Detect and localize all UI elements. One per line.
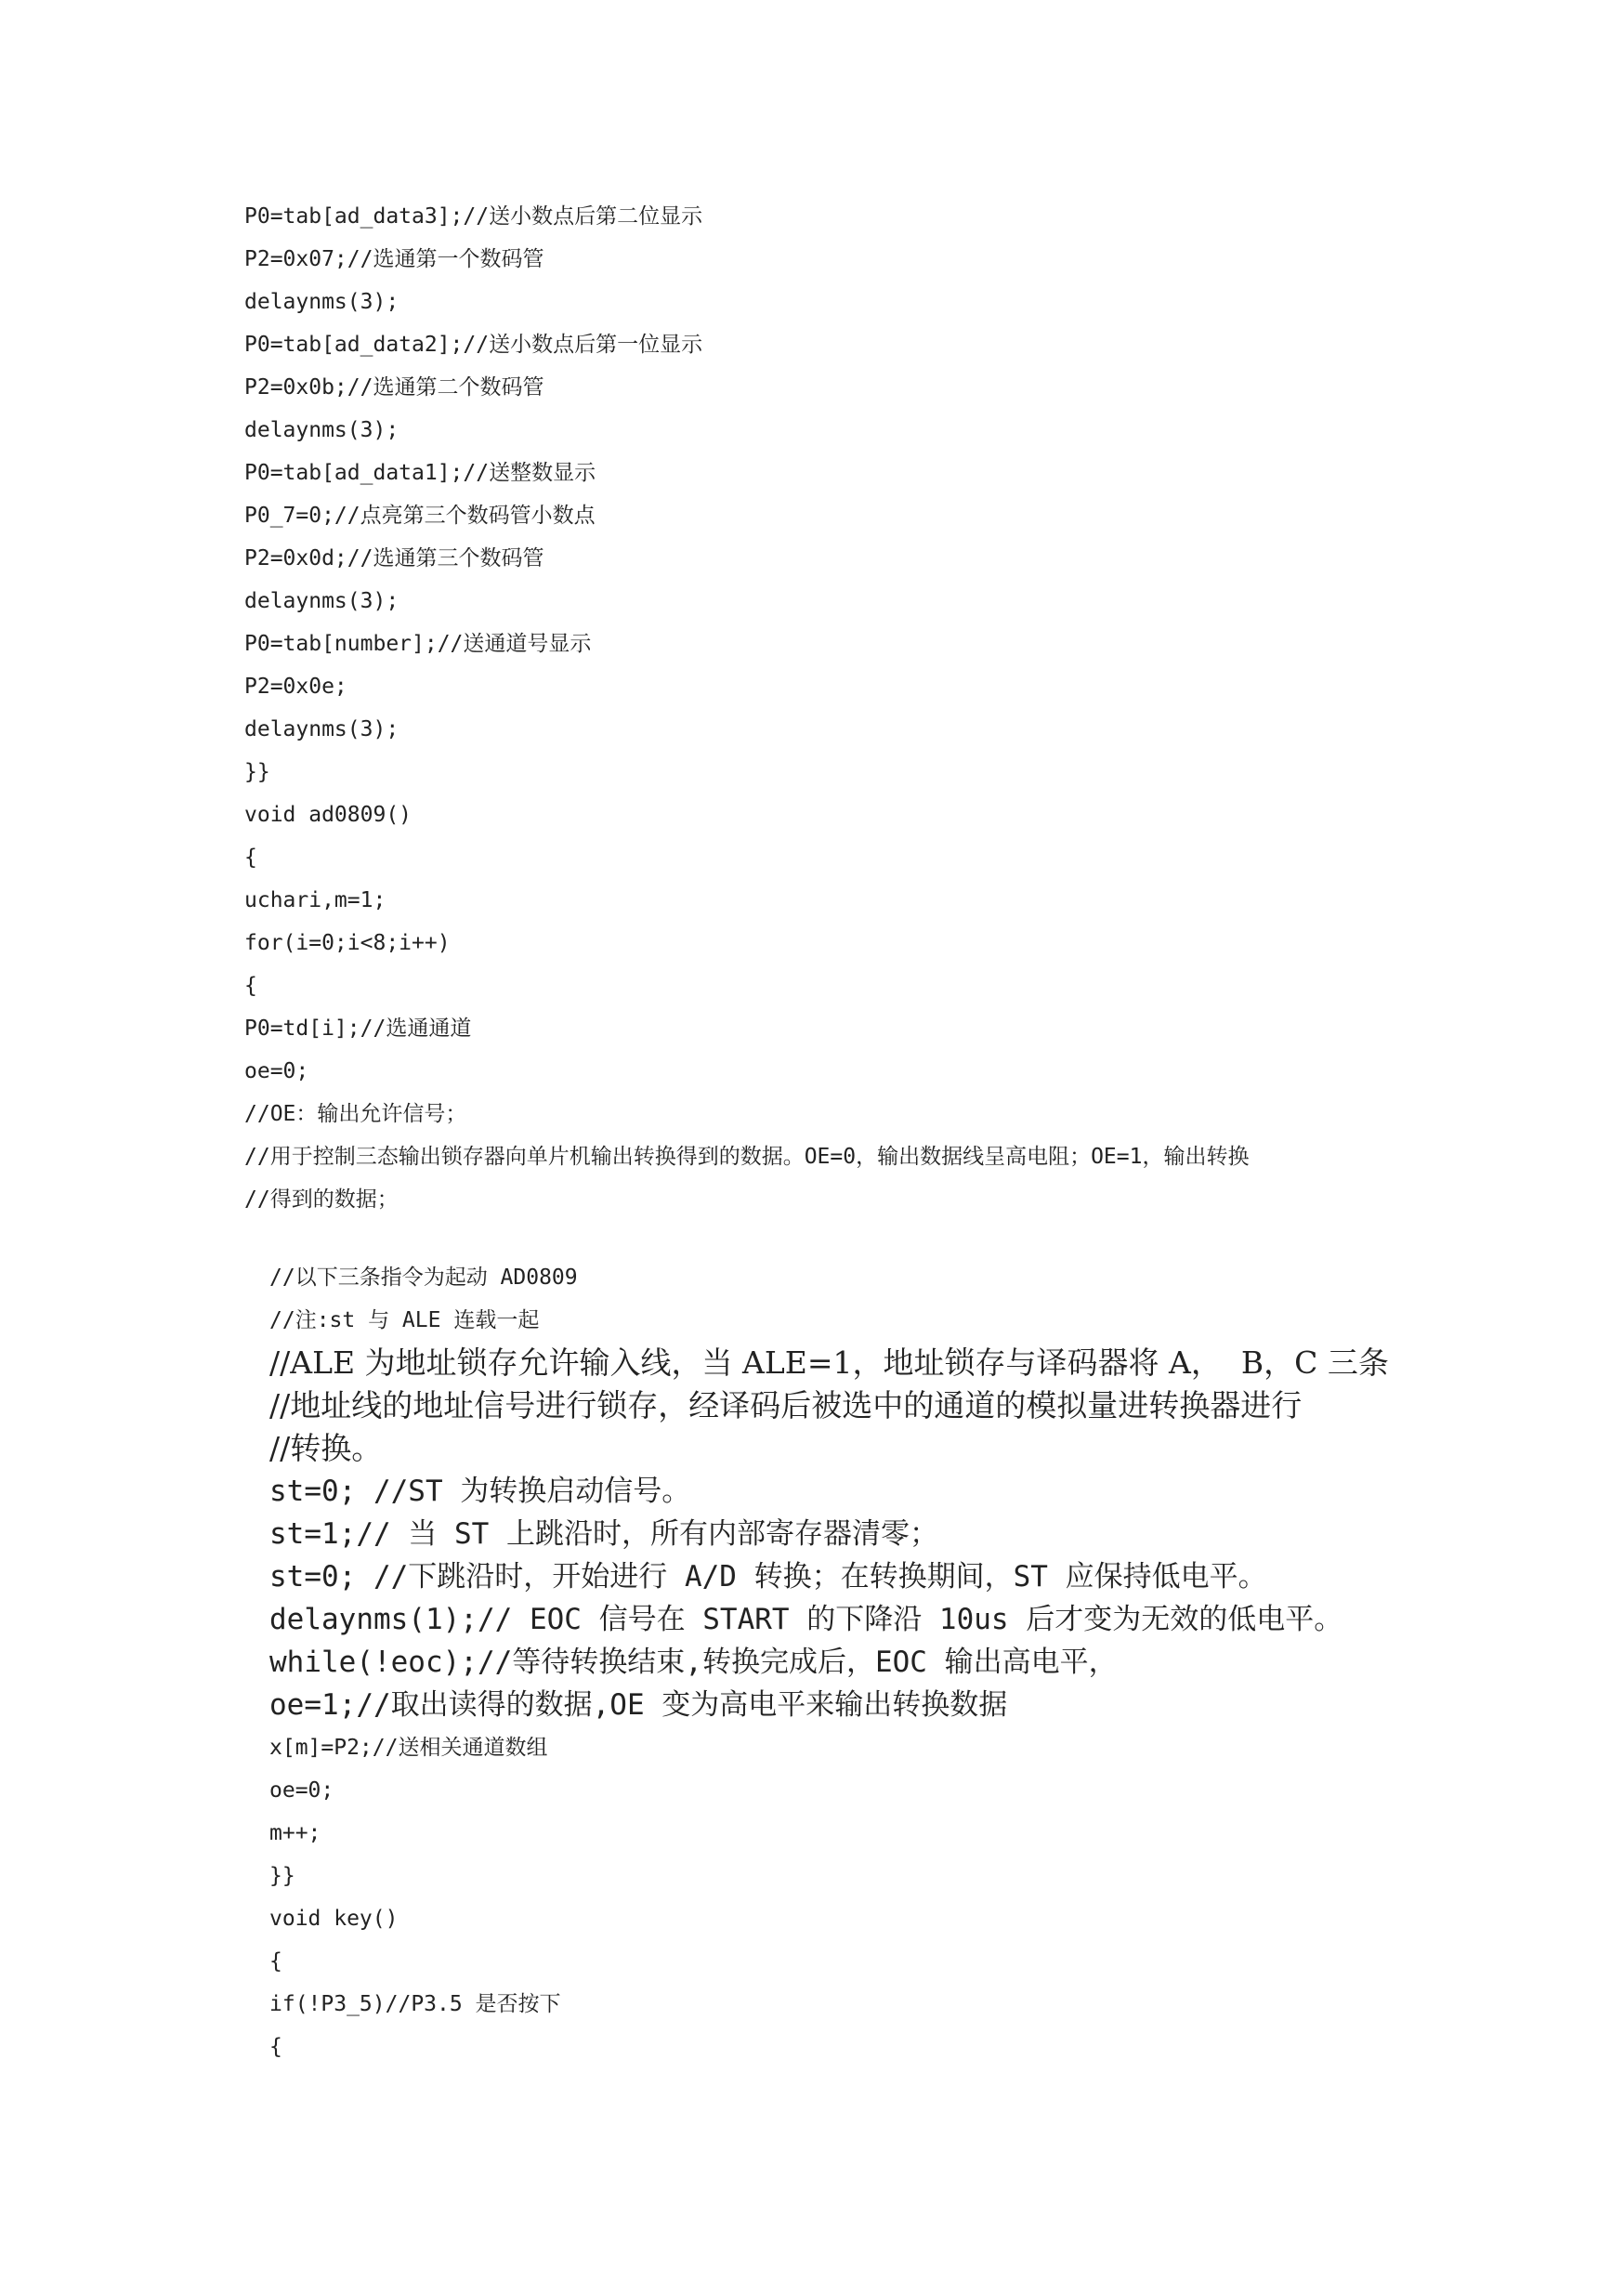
line-a4: P0=tab[ad_data2];//送小数点后第一位显示 xyxy=(244,333,703,357)
line-b4: //地址线的地址信号进行锁存，经译码后被选中的通道的模拟量进转换器进行 xyxy=(269,1387,1303,1423)
line-b11: oe=1;//取出读得的数据,OE 变为高电平来输出转换数据 xyxy=(269,1688,1008,1722)
line-a21: oe=0; xyxy=(244,1059,309,1083)
line-b9: delaynms(1);// EOC 信号在 START 的下降沿 10us 后才变为无效的低电平。 xyxy=(269,1603,1343,1636)
line-b14: m++; xyxy=(269,1821,321,1845)
line-a7: P0=tab[ad_data1];//送整数显示 xyxy=(244,461,596,485)
code-block-lower xyxy=(269,1256,1389,2068)
line-b17: { xyxy=(269,1949,282,1974)
line-a23: //用于控制三态输出锁存器向单片机输出转换得到的数据。OE=0，输出数据线呈高电阻；OE=1，输出转换 xyxy=(244,1145,1250,1169)
line-a14: }} xyxy=(244,760,270,784)
line-b18: if(!P3_5)//P3.5 是否按下 xyxy=(269,1992,561,2016)
line-b19: { xyxy=(269,2035,282,2059)
line-b6: st=0; //ST 为转换启动信号。 xyxy=(269,1475,691,1508)
line-a5: P2=0x0b;//选通第二个数码管 xyxy=(244,375,544,400)
line-b3: //ALE 为地址锁存允许输入线，当 ALE=1，地址锁存与译码器将 A， B，C 三条 xyxy=(269,1344,1389,1381)
line-a15: void ad0809() xyxy=(244,803,413,827)
line-a12: P2=0x0e; xyxy=(244,675,347,699)
line-b13: oe=0; xyxy=(269,1778,334,1803)
line-b7: st=1;// 当 ST 上跳沿时，所有内部寄存器清零； xyxy=(269,1517,938,1551)
line-b8: st=0; //下跳沿时，开始进行 A/D 转换；在转换期间，ST 应保持低电平。 xyxy=(269,1560,1267,1593)
line-a1: P0=tab[ad_data3];//送小数点后第二位显示 xyxy=(244,204,703,229)
line-a22: //OE：输出允许信号； xyxy=(244,1102,467,1126)
line-a9: P2=0x0d;//选通第三个数码管 xyxy=(244,546,544,570)
line-a8: P0_7=0;//点亮第三个数码管小数点 xyxy=(244,504,596,528)
line-b2: //注:st 与 ALE 连载一起 xyxy=(269,1308,540,1332)
line-a16: { xyxy=(244,846,257,870)
line-a2: P2=0x07;//选通第一个数码管 xyxy=(244,247,544,271)
line-a24: //得到的数据； xyxy=(244,1187,399,1212)
line-b15: }} xyxy=(269,1864,295,1888)
line-a13: delaynms(3); xyxy=(244,717,399,741)
line-b5: //转换。 xyxy=(269,1430,383,1466)
line-a3: delaynms(3); xyxy=(244,290,399,314)
code-block-upper xyxy=(244,195,1249,1221)
line-b16: void key() xyxy=(269,1907,399,1931)
line-a17: uchari,m=1; xyxy=(244,888,386,912)
line-b12: x[m]=P2;//送相关通道数组 xyxy=(269,1736,548,1760)
line-a19: { xyxy=(244,974,257,998)
line-a18: for(i=0;i<8;i++) xyxy=(244,931,451,955)
line-b1: //以下三条指令为起动 AD0809 xyxy=(269,1266,578,1290)
line-a10: delaynms(3); xyxy=(244,589,399,613)
line-a6: delaynms(3); xyxy=(244,418,399,442)
line-b10: while(!eoc);//等待转换结束,转换完成后，EOC 输出高电平， xyxy=(269,1646,1118,1679)
line-a20: P0=td[i];//选通通道 xyxy=(244,1016,472,1041)
line-a11: P0=tab[number];//送通道号显示 xyxy=(244,632,592,656)
